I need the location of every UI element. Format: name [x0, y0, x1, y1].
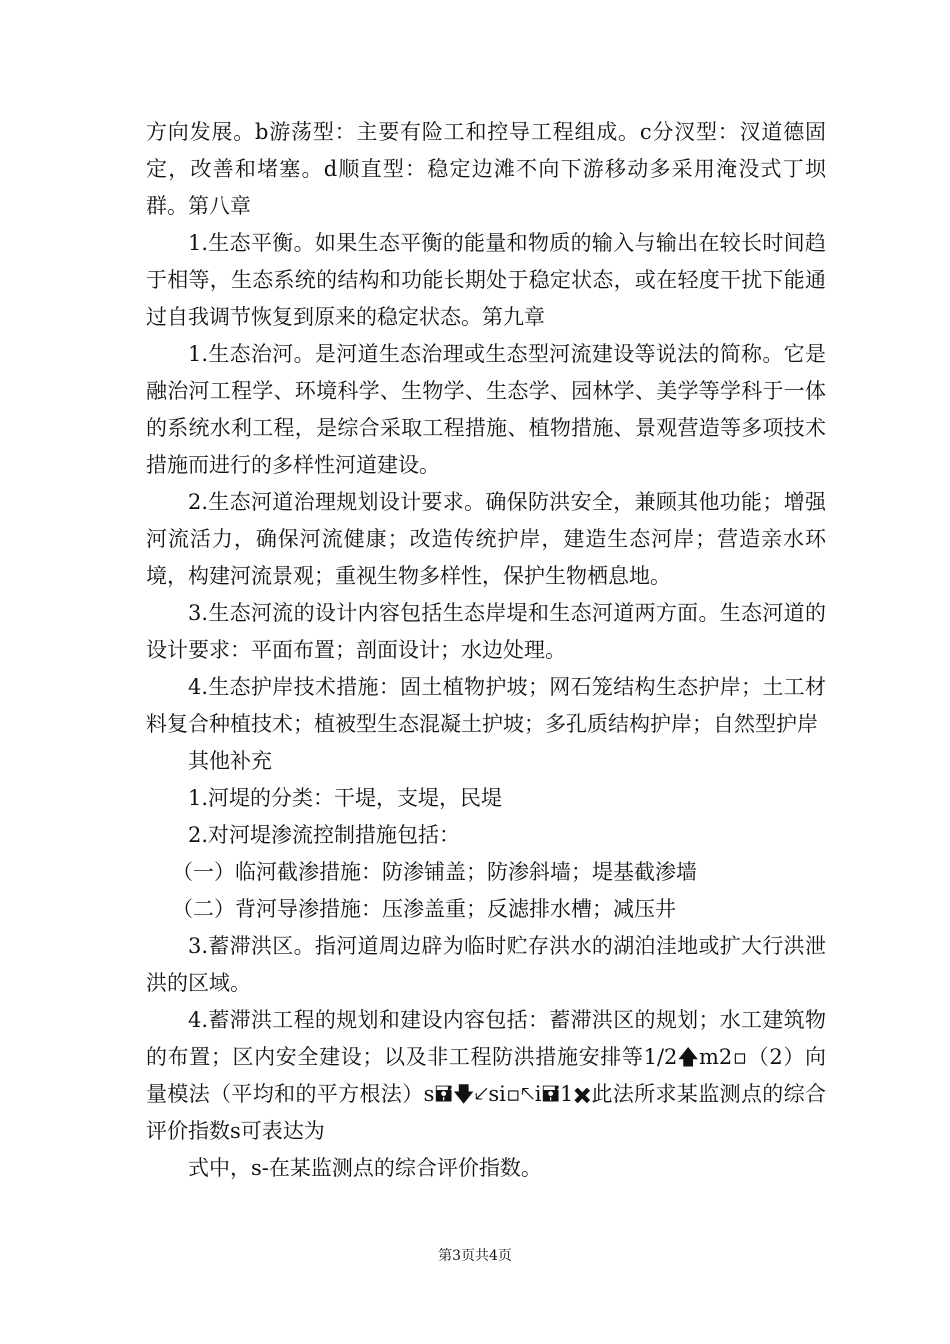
paragraph-levee-classification: 1.河堤的分类：干堤，支堤，民堤: [188, 786, 503, 810]
list-item-river-side-measures: （一）临河截渗措施：防渗铺盖；防渗斜墙；堤基截渗墙: [172, 860, 697, 884]
paragraph-seepage-control: 2.对河堤渗流控制措施包括：: [188, 823, 461, 847]
paragraph-design-content: 3.生态河流的设计内容包括生态岸堤和生态河道两方面。生态河道的设计要求：平面布置；剖面设计；水边处理。: [146, 601, 826, 662]
page-number-footer: 第3页共4页: [438, 1248, 512, 1264]
paragraph-planning-requirements: 2.生态河道治理规划设计要求。确保防洪安全，兼顾其他功能；增强河流活力，确保河流健康；改造传统护岸，建造生态河岸；营造亲水环境，构建河流景观；重视生物多样性，保护生物栖息地。: [146, 490, 826, 588]
document-body: [146, 114, 826, 1187]
paragraph-river-types: 方向发展。b游荡型：主要有险工和控导工程组成。c分汊型：汊道德固定，改善和堵塞。d顺直型：稳定边滩不向下游移动多采用淹没式丁坝群。第八章: [146, 120, 826, 218]
paragraph-detention-area: 3.蓄滞洪区。指河道周边辟为临时贮存洪水的湖泊洼地或扩大行洪泄洪的区域。: [146, 934, 826, 995]
section-heading-supplement: 其他补充: [188, 749, 272, 773]
paragraph-bank-protection: 4.生态护岸技术措施：固土植物护坡；网石笼结构生态护岸；土工材料复合种植技术；植被型生态混凝土护坡；多孔质结构护岸；自然型护岸: [146, 675, 826, 736]
paragraph-formula-note: 式中，s-在某监测点的综合评价指数。: [188, 1156, 542, 1180]
list-item-back-side-measures: （二）背河导渗措施：压渗盖重；反滤排水槽；减压井: [172, 897, 676, 921]
paragraph-detention-planning: 4.蓄滞洪工程的规划和建设内容包括：蓄滞洪区的规划；水工建筑物的布置；区内安全建设；以及非工程防洪措施安排等1/2🡅m2▫（2）向量模法（平均和的平方根法）s🖬🡇🡗si▫🡔i🖬1✖此法所求某监测点的综合评价指数s可表达为: [146, 1008, 826, 1143]
paragraph-ecological-river-management: 1.生态治河。是河道生态治理或生态型河流建设等说法的简称。它是融治河工程学、环境科学、生物学、生态学、园林学、美学等学科于一体的系统水利工程，是综合采取工程措施、植物措施、景观营造等多项技术措施而进行的多样性河道建设。: [146, 342, 826, 477]
paragraph-ecological-balance: 1.生态平衡。如果生态平衡的能量和物质的输入与输出在较长时间趋于相等，生态系统的结构和功能长期处于稳定状态，或在轻度干扰下能通过自我调节恢复到原来的稳定状态。第九章: [146, 231, 826, 329]
